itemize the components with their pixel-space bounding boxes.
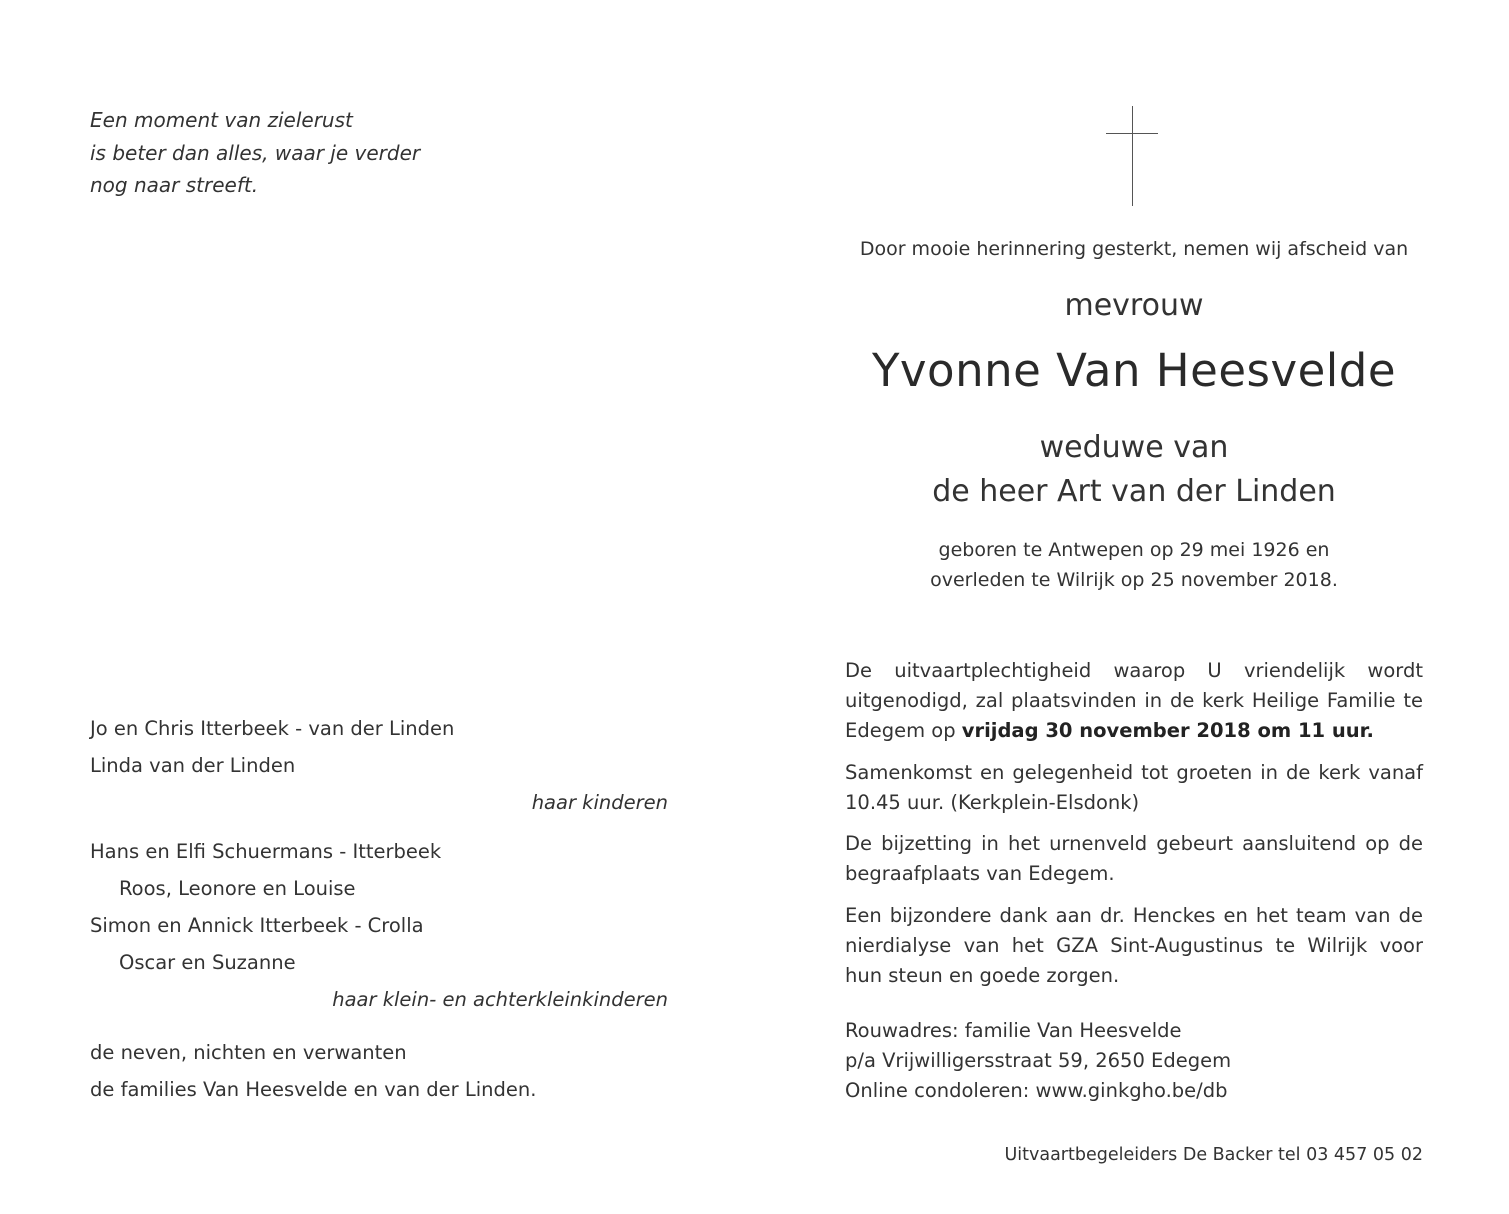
family-member: de neven, nichten en verwanten: [90, 1041, 407, 1064]
honorific: mevrouw: [1064, 288, 1204, 323]
funeral-paragraph: [845, 656, 1423, 746]
poem-line: is beter dan alles, waar je verder: [90, 140, 421, 165]
family-role: haar kinderen: [531, 791, 668, 814]
mourning-address: Rouwadres: familie Van Heesvelde: [845, 1019, 1182, 1042]
family-member: Linda van der Linden: [90, 754, 296, 777]
family-member: Jo en Chris Itterbeek - van der Linden: [90, 717, 455, 740]
death-line: overleden te Wilrijk op 25 november 2018.: [930, 569, 1338, 591]
widow-line: weduwe van: [1039, 430, 1229, 465]
family-role: haar klein- en achterkleinkinderen: [332, 988, 668, 1011]
thanks-paragraph: Een bijzondere dank aan dr. Henckes en het team van de nierdialyse van het GZA Sint-Augustinus te Wilrijk voor hun steun en goede zorgen.: [845, 904, 1423, 987]
spouse-name: de heer Art van der Linden: [932, 474, 1336, 509]
undertaker-footer: Uitvaartbegeleiders De Backer tel 03 457 05 02: [1004, 1145, 1423, 1165]
poem-line: Een moment van zielerust: [90, 108, 353, 132]
family-member: Roos, Leonore en Louise: [119, 877, 356, 900]
street-address: p/a Vrijwilligersstraat 59, 2650 Edegem: [845, 1049, 1232, 1072]
funeral-text: De uitvaartplechtigheid waarop U vriendelijk wordt uitgenodigd, zal plaatsvinden in de kerk Heilige Familie te Edegem op: [845, 659, 1423, 742]
poem-line: nog naar streeft.: [90, 173, 259, 197]
family-member: Hans en Elfi Schuermans - Itterbeek: [90, 840, 442, 863]
family-member: Oscar en Suzanne: [119, 951, 296, 974]
online-condolence: Online condoleren: www.ginkgho.be/db: [845, 1079, 1228, 1102]
family-member: Simon en Annick Itterbeek - Crolla: [90, 914, 424, 937]
life-dates: [845, 535, 1423, 595]
birth-line: geboren te Antwepen op 29 mei 1926 en: [938, 539, 1330, 561]
intro-text: Door mooie herinnering gesterkt, nemen wij afscheid van: [859, 238, 1409, 260]
family-member: de families Van Heesvelde en van der Linden.: [90, 1078, 537, 1101]
interment-paragraph: De bijzetting in het urnenveld gebeurt aansluitend op de begraafplaats van Edegem.: [845, 832, 1423, 885]
cross-icon: [1106, 106, 1158, 206]
funeral-datetime: vrijdag 30 november 2018 om 11 uur.: [961, 719, 1374, 742]
contact-block: [845, 1016, 1231, 1106]
gathering-paragraph: Samenkomst en gelegenheid tot groeten in de kerk vanaf 10.45 uur. (Kerkplein-Elsdonk): [845, 761, 1423, 814]
widow-of: [845, 426, 1423, 514]
poem: [90, 104, 420, 202]
deceased-name: Yvonne Van Heesvelde: [871, 344, 1397, 397]
